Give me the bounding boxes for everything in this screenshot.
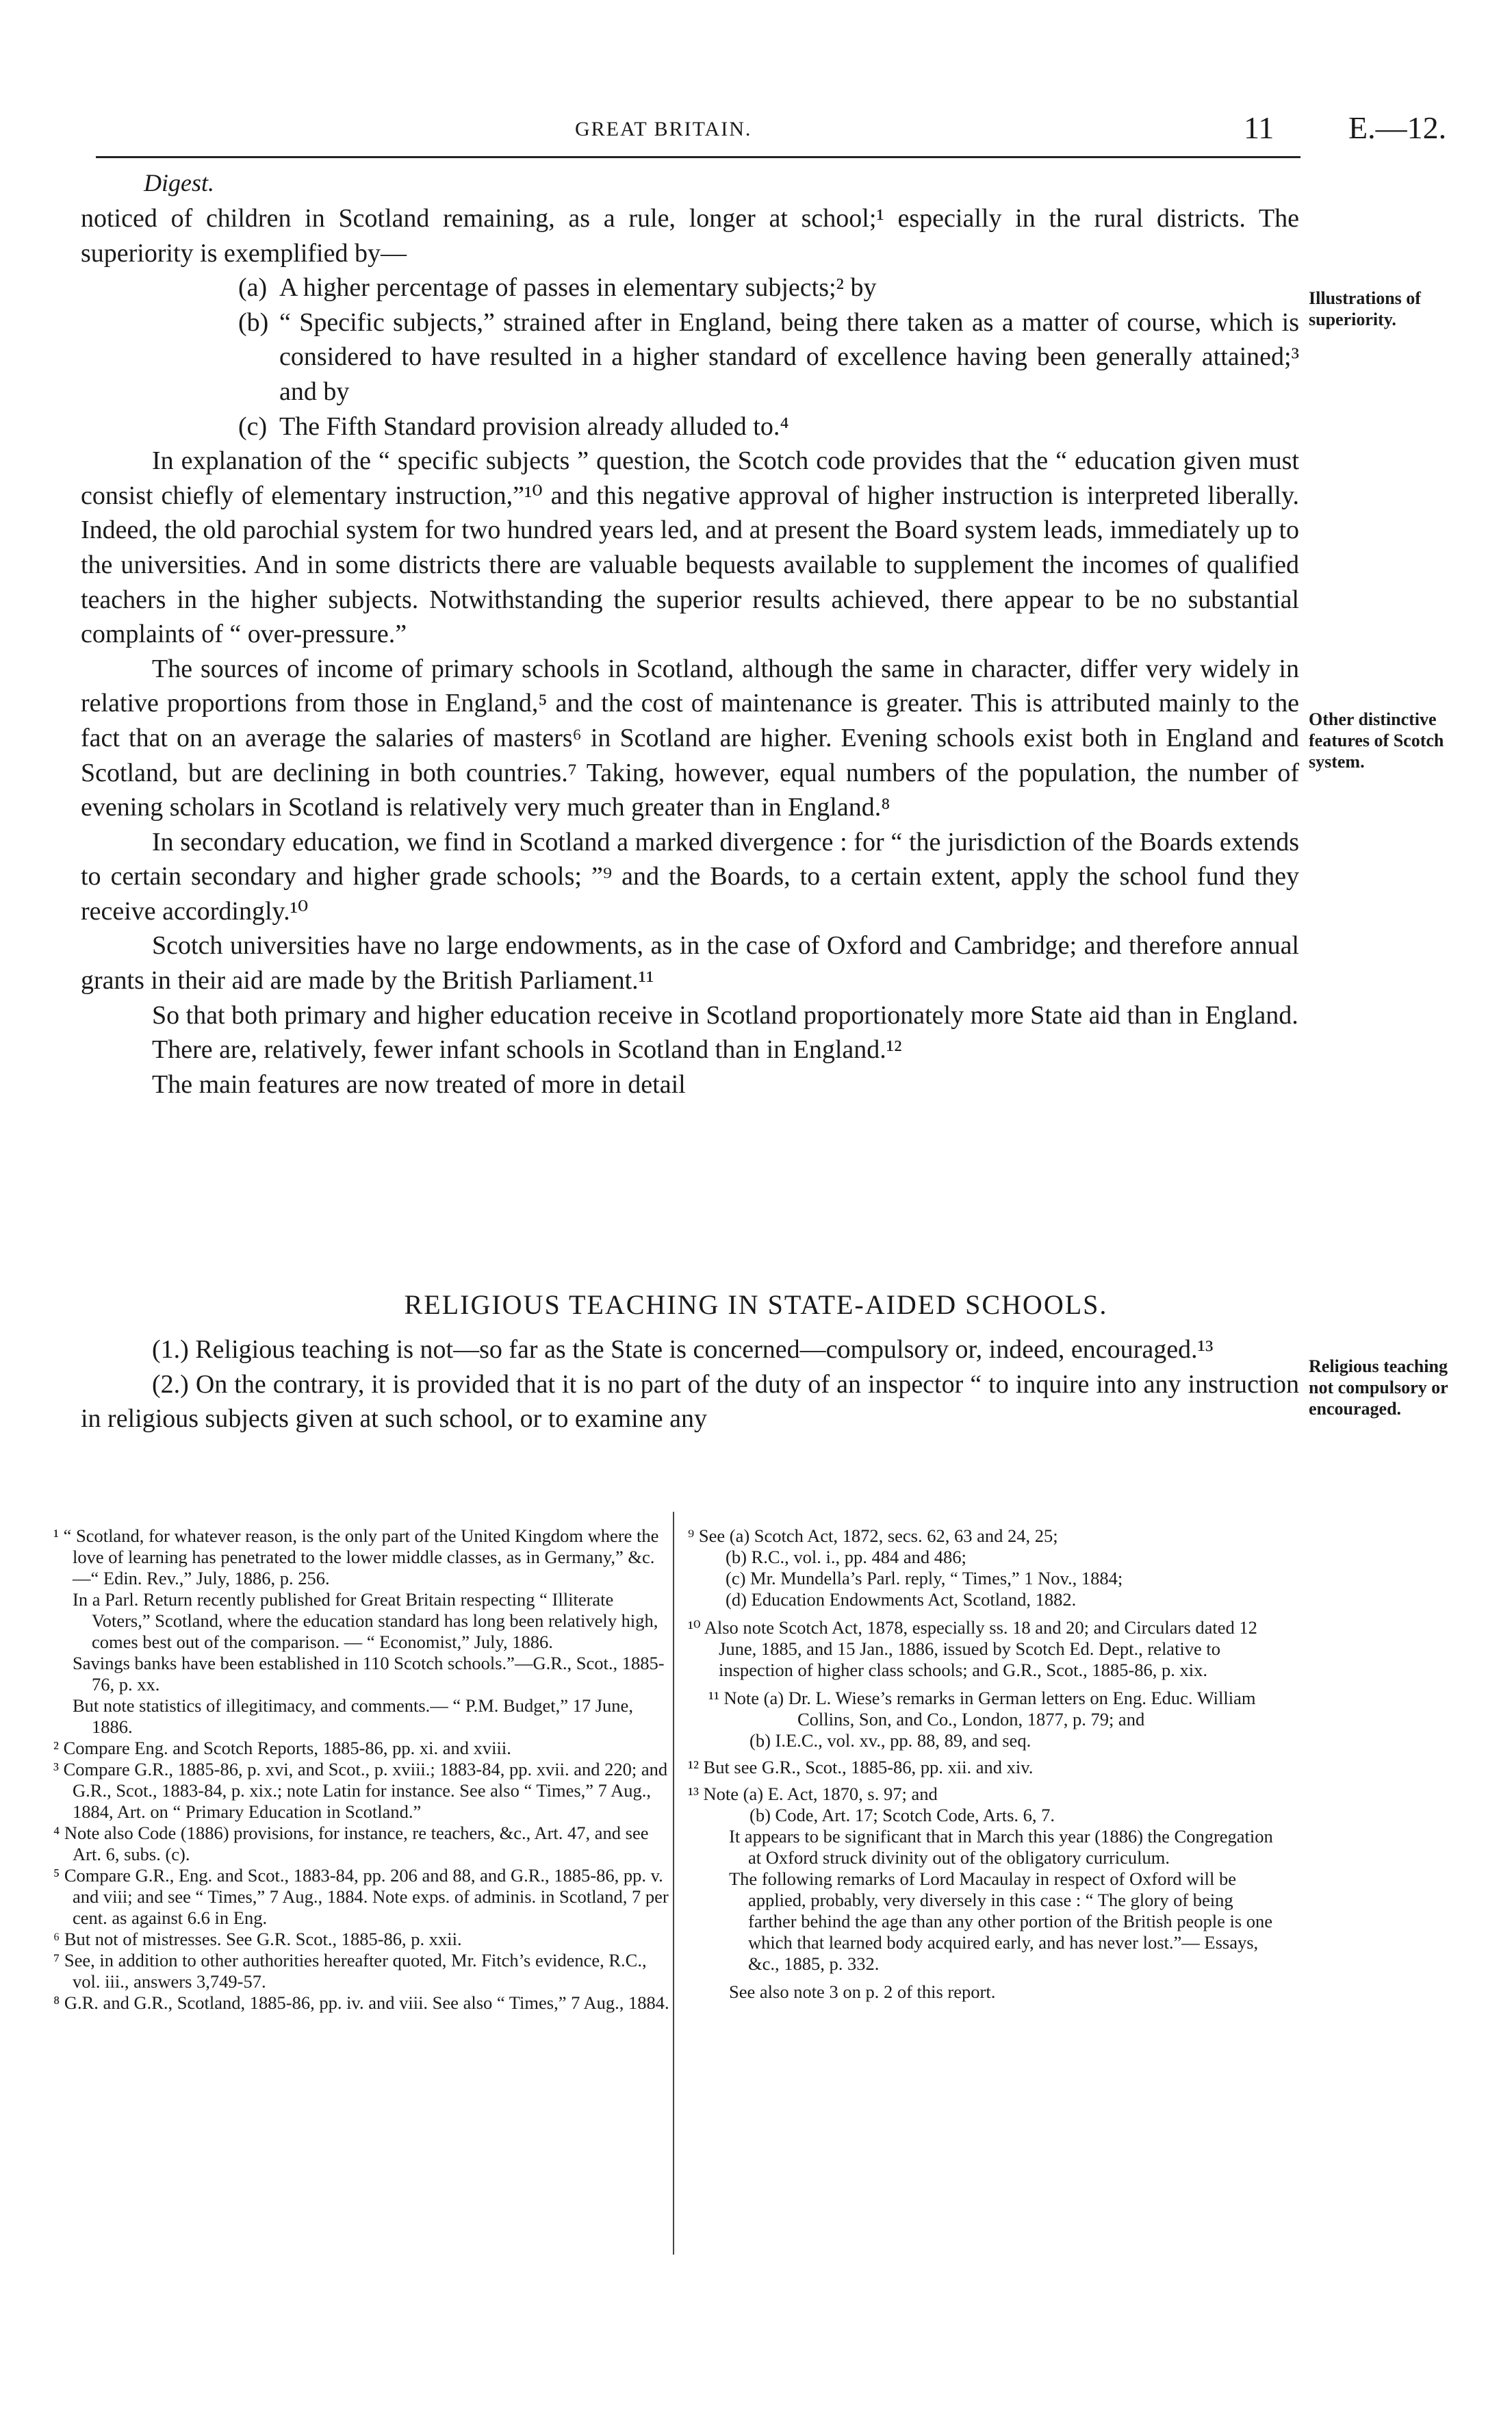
paragraph-7: There are, relatively, fewer infant schools in Scotland than in England.¹²: [152, 1035, 902, 1065]
section-label-1: (1.): [152, 1335, 189, 1364]
paragraph-2: In explanation of the “ specific subjects ” question, the Scotch code provides that the “ education given must consist chiefly of elementary instruction,”¹⁰ and this negative approval of higher instruction is interpreted liberally. Indeed, the old parochial system for two hundred years led, and at present the Board system leads, immediately up to the universities. And in some districts there are valuable bequests available to supplement the incomes of qualified teachers in the higher subjects. Notwithstanding the superior results achieved, there appear to be no substantial complaints of “ over-pressure.”: [81, 446, 1299, 649]
margin-note-illustrations: Illustrations of superiority.: [1309, 288, 1421, 329]
footnote-4: ⁴ Note also Code (1886) provisions, for instance, re teachers, &c., Art. 47, and see Art. 6, subs. (c).: [53, 1823, 649, 1864]
footnote-1-cont-c: But note statistics of illegitimacy, and comments.— “ P.M. Budget,” 17 June, 1886.: [73, 1695, 633, 1737]
footnote-12: ¹² But see G.R., Scot., 1885-86, pp. xii. and xiv.: [688, 1757, 1034, 1777]
footnote-13-b: (b) Code, Art. 17; Scotch Code, Arts. 6, 7.: [749, 1805, 1055, 1825]
footnote-11: ¹¹ Note (a) Dr. L. Wiese’s remarks in German letters on Eng. Educ. William Collins, Son, and Co., London, 1877, p. 79; and: [708, 1688, 1256, 1729]
footnote-8: ⁸ G.R. and G.R., Scotland, 1885-86, pp. iv. and viii. See also “ Times,” 7 Aug., 1884.: [53, 1992, 669, 2013]
footnote-9-d: (d) Education Endowments Act, Scotland, 1882.: [726, 1589, 1077, 1610]
paragraph-6: So that both primary and higher education receive in Scotland proportionately more State aid than in England.: [152, 1000, 1298, 1030]
footnotes-right: [688, 1525, 1283, 2003]
margin-note-religious: Religious teaching not compulsory or encouraged.: [1309, 1356, 1448, 1419]
paragraph-4: In secondary education, we find in Scotland a marked divergence : for “ the jurisdiction of the Boards extends to certain secondary and higher grade schools; ”⁹ and the Boards, to a certain extent, apply the school fund they receive accordingly.¹⁰: [81, 827, 1299, 926]
footnote-10: ¹⁰ Also note Scotch Act, 1878, especially ss. 18 and 20; and Circulars dated 12 June, 1885, and 15 Jan., 1886, issued by Scotch Ed. Dept., relative to inspection of higher class schools; and G.R., Scot., 1885-86, p. xix.: [688, 1617, 1257, 1680]
footnote-11-b: (b) I.E.C., vol. xv., pp. 88, 89, and seq.: [749, 1730, 1032, 1751]
main-text: [81, 201, 1299, 1102]
section-label-2: (2.): [152, 1369, 189, 1399]
footnotes-left: [53, 1525, 669, 2014]
footnote-1: ¹ “ Scotland, for whatever reason, is the only part of the United Kingdom where the love of learning has penetrated to the lower middle classes, as in Germany,” &c.—“ Edin. Rev.,” July, 1886, p. 256.: [53, 1525, 659, 1588]
footnote-13-c: It appears to be significant that in March this year (1886) the Congregation at Oxford struck divinity out of the obligatory curriculum.: [729, 1826, 1273, 1868]
item-a-label: (a): [238, 273, 268, 303]
margin-note-distinctive: Other distinctive features of Scotch system.: [1309, 709, 1444, 772]
item-c: [81, 409, 1299, 444]
footnote-divider: [673, 1512, 674, 2255]
section-paragraph-1: [81, 1332, 1299, 1367]
section-text-2: On the contrary, it is provided that it is no part of the duty of an inspector “ to inquire into any instruction in religious subjects given at such school, or to examine any: [81, 1369, 1299, 1434]
item-b: [81, 305, 1299, 409]
section-text-1: Religious teaching is not—so far as the State is concerned—compulsory or, indeed, encouraged.¹³: [195, 1335, 1214, 1364]
digest-label: Digest.: [144, 169, 214, 197]
item-b-text: “ Specific subjects,” strained after in England, being there taken as a matter of course, which is considered to have resulted in a higher standard of excellence having been generally attained;³ and by: [279, 307, 1299, 406]
header-rule: [96, 156, 1300, 158]
footnote-1-cont-a: In a Parl. Return recently published for Great Britain respecting “ Illiterate Voters,” Scotland, where the education standard has long been relatively high, comes best out of the comparison. — “ Economist,” July, 1886.: [73, 1589, 658, 1652]
footnote-5: ⁵ Compare G.R., Eng. and Scot., 1883-84, pp. 206 and 88, and G.R., 1885-86, pp. v. and viii; and see “ Times,” 7 Aug., 1884. Note exps. of adminis. in Scotland, 7 per cent. as against 6.6 in Eng.: [53, 1865, 669, 1928]
document-code: E.—12.: [1348, 110, 1447, 145]
item-c-label: (c): [238, 411, 268, 441]
item-a: [81, 270, 1299, 305]
footnote-13-e: See also note 3 on p. 2 of this report.: [729, 1981, 996, 2002]
footnote-9-b: (b) R.C., vol. i., pp. 484 and 486;: [726, 1547, 966, 1567]
footnote-6: ⁶ But not of mistresses. See G.R. Scot., 1885-86, p. xxii.: [53, 1929, 462, 1949]
footnote-3: ³ Compare G.R., 1885-86, p. xvi, and Scot., p. xviii.; 1883-84, pp. xvii. and 220; and G.R., Scot., 1883-84, p. xix.; note Latin for instance. See also “ Times,” 7 Aug., 1884, Art. on “ Primary Education in Scotland.”: [53, 1759, 668, 1822]
item-a-text: A higher percentage of passes in elementary subjects;² by: [279, 273, 877, 303]
item-c-text: The Fifth Standard provision already alluded to.⁴: [279, 411, 789, 441]
paragraph-3: The sources of income of primary schools in Scotland, although the same in character, differ very widely in relative proportions from those in England,⁵ and the cost of maintenance is greater. This is attributed mainly to the fact that on an average the salaries of masters⁶ in Scotland are higher. Evening schools exist both in England and Scotland, but are declining in both countries.⁷ Taking, however, equal numbers of the population, the number of evening scholars in Scotland is relatively very much greater than in England.⁸: [81, 654, 1299, 822]
footnote-13-d: The following remarks of Lord Macaulay in respect of Oxford will be applied, probably, very diversely in this case : “ The glory of being farther behind the age than any other portion of the British people is one which that learned body acquired early, and has never lost.”— Essays, &c., 1885, p. 332.: [729, 1868, 1273, 1974]
paragraph-8: The main features are now treated of more in detail: [152, 1069, 686, 1099]
footnote-9-c: (c) Mr. Mundella’s Parl. reply, “ Times,” 1 Nov., 1884;: [726, 1568, 1123, 1588]
section-heading: RELIGIOUS TEACHING IN STATE-AIDED SCHOOLS.: [404, 1289, 1108, 1320]
paragraph-5: Scotch universities have no large endowments, as in the case of Oxford and Cambridge; and therefore annual grants in their aid are made by the British Parliament.¹¹: [81, 931, 1299, 996]
footnote-2: ² Compare Eng. and Scotch Reports, 1885-86, pp. xi. and xviii.: [53, 1738, 511, 1758]
item-b-label: (b): [238, 307, 269, 337]
footnote-9: ⁹ See (a) Scotch Act, 1872, secs. 62, 63 and 24, 25;: [688, 1525, 1058, 1546]
running-title: GREAT BRITAIN.: [575, 118, 752, 140]
page-number: 11: [1244, 110, 1274, 145]
paragraph-1: noticed of children in Scotland remaining, as a rule, longer at school;¹ especially in the rural districts. The superiority is exemplified by—: [81, 204, 1299, 268]
footnote-1-cont-b: Savings banks have been established in 110 Scotch schools.”—G.R., Scot., 1885-76, p. xx.: [73, 1653, 665, 1695]
footnote-13: ¹³ Note (a) E. Act, 1870, s. 97; and: [688, 1784, 938, 1804]
section-paragraph-2: [81, 1367, 1299, 1436]
section-text: [81, 1332, 1299, 1436]
footnote-7: ⁷ See, in addition to other authorities hereafter quoted, Mr. Fitch’s evidence, R.C., vol. iii., answers 3,749-57.: [53, 1950, 647, 1992]
